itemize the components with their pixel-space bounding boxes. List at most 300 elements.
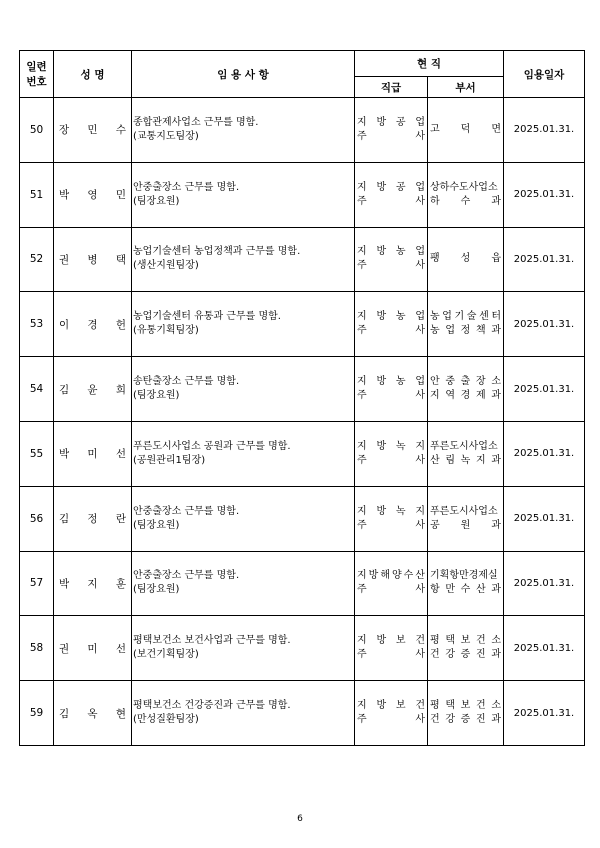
rank-char: 산 [415, 570, 425, 582]
name-char: 미 [87, 642, 98, 655]
serial-number-cell: 54 [20, 357, 54, 422]
rank-cell [355, 227, 428, 292]
department-char: 팽 [430, 253, 440, 265]
rank-char: 지 [357, 181, 367, 193]
department-char: 농 [430, 311, 440, 323]
duty-note: (생산지원팀장) [133, 260, 199, 272]
rank-char: 녹 [395, 440, 406, 452]
department-char: 과 [491, 195, 502, 207]
duty-line: 안중출장소 근무를 명함. [133, 505, 240, 517]
name-char: 정 [87, 513, 98, 526]
department-char: 농 [430, 325, 440, 337]
appointment-date-cell: 2025.01.31. [504, 98, 585, 163]
rank-suffix-left: 주 [357, 260, 367, 272]
header-rank: 직급 [355, 77, 428, 98]
rank-char: 농 [395, 376, 406, 388]
duty-line: 송탄출장소 근무를 명함. [133, 376, 240, 388]
rank-line2 [357, 130, 425, 144]
appointment-date-cell: 2025.01.31. [504, 421, 585, 486]
department-char: 수 [460, 584, 471, 596]
name-char: 현 [115, 707, 126, 720]
department-cell [428, 551, 504, 616]
name-char: 박 [59, 189, 70, 202]
name-chars [59, 706, 126, 721]
rank-line2 [357, 389, 425, 403]
rank-suffix-left: 주 [357, 390, 367, 402]
rank-line1 [357, 181, 425, 195]
name-chars [59, 446, 126, 461]
rank-char: 양 [391, 570, 402, 582]
table-row [20, 98, 585, 163]
rank-char: 방 [376, 311, 387, 323]
rank-cell [355, 421, 428, 486]
department-char: 지 [475, 454, 486, 466]
rank-cell [355, 162, 428, 227]
name-char: 권 [59, 642, 70, 655]
rank-char: 방 [376, 440, 387, 452]
rank-suffix-right: 사 [415, 454, 425, 466]
department-char: 업 [442, 311, 452, 323]
header-serial-line2: 번호 [26, 76, 47, 88]
rank-line2 [357, 713, 425, 727]
department-char: 성 [460, 253, 471, 265]
rank-char: 지 [357, 246, 367, 258]
rank-char: 지 [357, 505, 367, 517]
name-char: 민 [87, 124, 98, 137]
department-char: 출 [460, 376, 471, 388]
rank-line2 [357, 454, 425, 468]
name-char: 김 [59, 513, 70, 526]
rank-suffix-left: 주 [357, 195, 367, 207]
rank-cell [355, 616, 428, 681]
department-line [430, 634, 501, 648]
rank-char: 지 [357, 440, 367, 452]
rank-cell [355, 551, 428, 616]
department-char: 만 [445, 584, 455, 596]
name-char: 장 [59, 124, 70, 137]
rank-char: 지 [357, 376, 367, 388]
rank-char: 업 [415, 116, 425, 128]
department-char: 과 [491, 519, 502, 531]
name-char: 옥 [87, 707, 98, 720]
rank-suffix-right: 사 [415, 130, 425, 142]
department-char: 강 [445, 714, 455, 726]
name-char: 택 [115, 253, 126, 266]
department-cell [428, 162, 504, 227]
name-char: 박 [59, 577, 70, 590]
duty-cell [132, 616, 355, 681]
table-row [20, 421, 585, 486]
rank-char: 녹 [395, 505, 406, 517]
rank-line2 [357, 648, 425, 662]
name-char: 미 [87, 448, 98, 461]
department-line [430, 713, 501, 727]
name-char: 선 [115, 642, 126, 655]
rank-line2 [357, 195, 425, 209]
department-char: 과 [491, 649, 501, 661]
rank-suffix-right: 사 [415, 714, 425, 726]
name-chars [59, 576, 126, 591]
rank-suffix-left: 주 [357, 584, 367, 596]
department-char: 소 [491, 635, 501, 647]
rank-char: 지 [357, 311, 367, 323]
department-char: 항 [430, 584, 440, 596]
table-row [20, 486, 585, 551]
department-char: 산 [475, 584, 486, 596]
department-line [430, 699, 501, 713]
department-cell [428, 292, 504, 357]
rank-char: 지 [415, 440, 425, 452]
duty-note: (만성질환팀장) [133, 714, 199, 726]
rank-suffix-left: 주 [357, 325, 367, 337]
header-duty: 임 용 사 항 [132, 51, 355, 98]
department-char: 안 [430, 376, 440, 388]
department-char: 소 [491, 700, 501, 712]
serial-number-cell: 56 [20, 486, 54, 551]
department-char: 진 [475, 649, 486, 661]
department-char: 림 [445, 454, 455, 466]
name-chars [59, 382, 126, 397]
department-cell [428, 357, 504, 422]
name-char: 권 [59, 253, 70, 266]
rank-line1 [357, 310, 425, 324]
name-char: 김 [59, 707, 70, 720]
department-char: 진 [475, 714, 486, 726]
appointment-date-cell: 2025.01.31. [504, 357, 585, 422]
department-line [430, 440, 501, 454]
rank-char: 해 [380, 570, 390, 582]
rank-line1 [357, 569, 425, 583]
appointment-date-cell: 2025.01.31. [504, 681, 585, 746]
duty-note: (팀장요원) [133, 584, 180, 596]
rank-char: 수 [403, 570, 414, 582]
department-cell [428, 421, 504, 486]
table-row [20, 162, 585, 227]
duty-note: (팀장요원) [133, 390, 180, 402]
department-line [430, 505, 501, 519]
name-chars [59, 511, 126, 526]
rank-char: 방 [376, 181, 387, 193]
department-char: 하 [430, 195, 440, 207]
name-cell [54, 681, 132, 746]
rank-char: 농 [395, 311, 406, 323]
department-cell [428, 227, 504, 292]
name-cell [54, 551, 132, 616]
department-line [430, 324, 501, 338]
department-char: 건 [430, 649, 440, 661]
name-cell [54, 162, 132, 227]
rank-char: 방 [376, 246, 387, 258]
rank-char: 방 [368, 570, 379, 582]
rank-char: 업 [415, 246, 425, 258]
rank-char: 건 [415, 700, 425, 712]
department-char: 읍 [491, 253, 502, 265]
serial-number-cell: 59 [20, 681, 54, 746]
department-text: 푸른도시사업소 [430, 505, 498, 517]
rank-char: 방 [376, 116, 387, 128]
department-cell [428, 616, 504, 681]
duty-line: 안중출장소 근무를 명함. [133, 181, 240, 193]
department-text: 푸른도시사업소 [430, 440, 498, 452]
department-char: 면 [491, 123, 502, 135]
rank-suffix-right: 사 [415, 390, 425, 402]
rank-char: 업 [415, 311, 425, 323]
duty-line: 안중출장소 근무를 명함. [133, 570, 240, 582]
department-char: 택 [445, 700, 455, 712]
header-department: 부서 [428, 77, 504, 98]
department-cell [428, 98, 504, 163]
name-char: 희 [115, 383, 126, 396]
appointment-table [19, 50, 585, 746]
rank-suffix-right: 사 [415, 584, 425, 596]
rank-char: 방 [376, 635, 387, 647]
department-char: 원 [460, 519, 471, 531]
duty-cell [132, 421, 355, 486]
name-chars [59, 122, 126, 137]
department-line [430, 375, 501, 389]
department-line [430, 519, 501, 533]
department-char: 산 [430, 454, 440, 466]
rank-char: 공 [395, 116, 406, 128]
rank-line2 [357, 324, 425, 338]
rank-char: 농 [395, 246, 406, 258]
table-body [20, 98, 585, 746]
rank-cell [355, 98, 428, 163]
name-char: 지 [87, 577, 98, 590]
name-char: 김 [59, 383, 70, 396]
department-char: 건 [475, 635, 486, 647]
name-char: 란 [115, 513, 126, 526]
name-char: 헌 [115, 318, 126, 331]
department-char: 과 [491, 390, 501, 402]
table-row [20, 292, 585, 357]
table-row [20, 616, 585, 681]
department-char: 기 [454, 311, 465, 323]
department-char: 장 [475, 376, 486, 388]
rank-suffix-left: 주 [357, 454, 367, 466]
name-char: 경 [87, 318, 98, 331]
rank-line1 [357, 245, 425, 259]
department-char: 업 [445, 325, 455, 337]
department-char: 과 [491, 714, 501, 726]
department-char: 덕 [460, 123, 471, 135]
rank-char: 지 [357, 116, 367, 128]
department-line [430, 389, 501, 403]
serial-number-cell: 58 [20, 616, 54, 681]
department-char: 제 [475, 390, 486, 402]
rank-char: 보 [395, 635, 406, 647]
name-chars [59, 187, 126, 202]
header-name: 성 명 [54, 51, 132, 98]
department-char: 술 [466, 311, 477, 323]
duty-note: (보건기획팀장) [133, 649, 199, 661]
appointment-date-cell: 2025.01.31. [504, 486, 585, 551]
duty-line: 평택보건소 건강증진과 근무를 명함. [133, 700, 291, 712]
header-serial-line1: 일련 [26, 61, 47, 73]
serial-number-cell: 55 [20, 421, 54, 486]
duty-cell [132, 551, 355, 616]
department-cell [428, 486, 504, 551]
rank-line1 [357, 505, 425, 519]
name-char: 훈 [115, 577, 126, 590]
rank-char: 지 [415, 505, 425, 517]
department-char: 건 [475, 700, 486, 712]
department-char: 과 [491, 325, 501, 337]
rank-char: 공 [395, 181, 406, 193]
duty-cell [132, 292, 355, 357]
name-char: 선 [115, 448, 126, 461]
department-char: 책 [475, 325, 486, 337]
page-number: 6 [297, 814, 303, 824]
duty-cell [132, 227, 355, 292]
rank-suffix-right: 사 [415, 519, 425, 531]
appointment-date-cell: 2025.01.31. [504, 551, 585, 616]
rank-suffix-left: 주 [357, 714, 367, 726]
rank-char: 업 [415, 376, 425, 388]
department-char: 보 [460, 635, 471, 647]
rank-cell [355, 681, 428, 746]
header-current-position: 현 직 [355, 51, 504, 77]
rank-line2 [357, 519, 425, 533]
department-line [430, 569, 501, 583]
name-char: 영 [87, 189, 98, 202]
rank-suffix-left: 주 [357, 519, 367, 531]
name-cell [54, 421, 132, 486]
duty-cell [132, 486, 355, 551]
department-line [430, 195, 501, 209]
appointment-date-cell: 2025.01.31. [504, 227, 585, 292]
serial-number-cell: 52 [20, 227, 54, 292]
name-cell [54, 486, 132, 551]
department-char: 터 [491, 311, 501, 323]
header-serial-number [20, 51, 54, 98]
department-text: 상하수도사업소 [430, 181, 498, 193]
table-row [20, 681, 585, 746]
department-char: 센 [479, 311, 489, 323]
appointment-date-cell: 2025.01.31. [504, 162, 585, 227]
rank-suffix-right: 사 [415, 195, 425, 207]
duty-note: (유통기획팀장) [133, 325, 199, 337]
serial-number-cell: 53 [20, 292, 54, 357]
rank-suffix-left: 주 [357, 130, 367, 142]
rank-line1 [357, 440, 425, 454]
name-chars [59, 317, 126, 332]
duty-line: 종합관제사업소 근무를 명함. [133, 116, 259, 128]
department-line [430, 454, 501, 468]
duty-cell [132, 162, 355, 227]
rank-char: 지 [357, 700, 367, 712]
name-char: 민 [115, 189, 126, 202]
department-char: 증 [460, 649, 471, 661]
rank-char: 지 [357, 570, 367, 582]
rank-cell [355, 292, 428, 357]
name-char: 병 [87, 253, 98, 266]
rank-char: 건 [415, 635, 425, 647]
department-char: 녹 [460, 454, 471, 466]
name-cell [54, 292, 132, 357]
department-char: 강 [445, 649, 455, 661]
duty-line: 농업기술센터 유통과 근무를 명함. [133, 311, 281, 323]
department-char: 지 [430, 390, 440, 402]
duty-note: (공원관리1팀장) [133, 454, 206, 466]
rank-suffix-right: 사 [415, 325, 425, 337]
department-cell [428, 681, 504, 746]
department-line [430, 123, 501, 137]
department-char: 중 [445, 376, 455, 388]
duty-line: 푸른도시사업소 공원과 근무를 명함. [133, 440, 291, 452]
serial-number-cell: 57 [20, 551, 54, 616]
duty-cell [132, 98, 355, 163]
department-char: 과 [491, 584, 501, 596]
rank-suffix-left: 주 [357, 649, 367, 661]
table-row [20, 227, 585, 292]
department-char: 건 [430, 714, 440, 726]
department-line [430, 181, 501, 195]
department-char: 과 [491, 454, 501, 466]
department-line [430, 648, 501, 662]
duty-note: (팀장요원) [133, 519, 180, 531]
rank-line2 [357, 259, 425, 273]
header-appointment-date: 임용일자 [504, 51, 585, 98]
department-char: 역 [445, 390, 455, 402]
department-char: 경 [460, 390, 471, 402]
department-char: 고 [430, 123, 440, 135]
rank-line1 [357, 634, 425, 648]
rank-line1 [357, 699, 425, 713]
rank-suffix-right: 사 [415, 649, 425, 661]
department-line [430, 583, 501, 597]
duty-line: 평택보건소 보건사업과 근무를 명함. [133, 635, 291, 647]
rank-char: 보 [395, 700, 406, 712]
rank-line1 [357, 375, 425, 389]
department-char: 공 [430, 519, 440, 531]
table-row [20, 357, 585, 422]
duty-cell [132, 357, 355, 422]
rank-char: 업 [415, 181, 425, 193]
appointment-date-cell: 2025.01.31. [504, 616, 585, 681]
name-char: 박 [59, 448, 70, 461]
duty-note: (팀장요원) [133, 195, 180, 207]
department-text: 기획항만경제실 [430, 570, 498, 582]
department-char: 정 [460, 325, 471, 337]
name-chars [59, 252, 126, 267]
name-char: 수 [115, 124, 126, 137]
department-char: 보 [460, 700, 471, 712]
rank-suffix-right: 사 [415, 260, 425, 272]
name-cell [54, 616, 132, 681]
name-cell [54, 357, 132, 422]
department-char: 수 [460, 195, 471, 207]
serial-number-cell: 51 [20, 162, 54, 227]
rank-line2 [357, 583, 425, 597]
rank-char: 지 [357, 635, 367, 647]
duty-line: 농업기술센터 농업정책과 근무를 명함. [133, 246, 301, 258]
appointment-date-cell: 2025.01.31. [504, 292, 585, 357]
department-line [430, 310, 501, 324]
rank-cell [355, 486, 428, 551]
department-char: 평 [430, 635, 440, 647]
name-char: 윤 [87, 383, 98, 396]
table-row [20, 551, 585, 616]
department-char: 택 [445, 635, 455, 647]
department-line [430, 252, 501, 266]
serial-number-cell: 50 [20, 98, 54, 163]
duty-cell [132, 681, 355, 746]
name-char: 이 [59, 318, 70, 331]
name-cell [54, 98, 132, 163]
department-char: 소 [491, 376, 501, 388]
rank-char: 방 [376, 376, 387, 388]
